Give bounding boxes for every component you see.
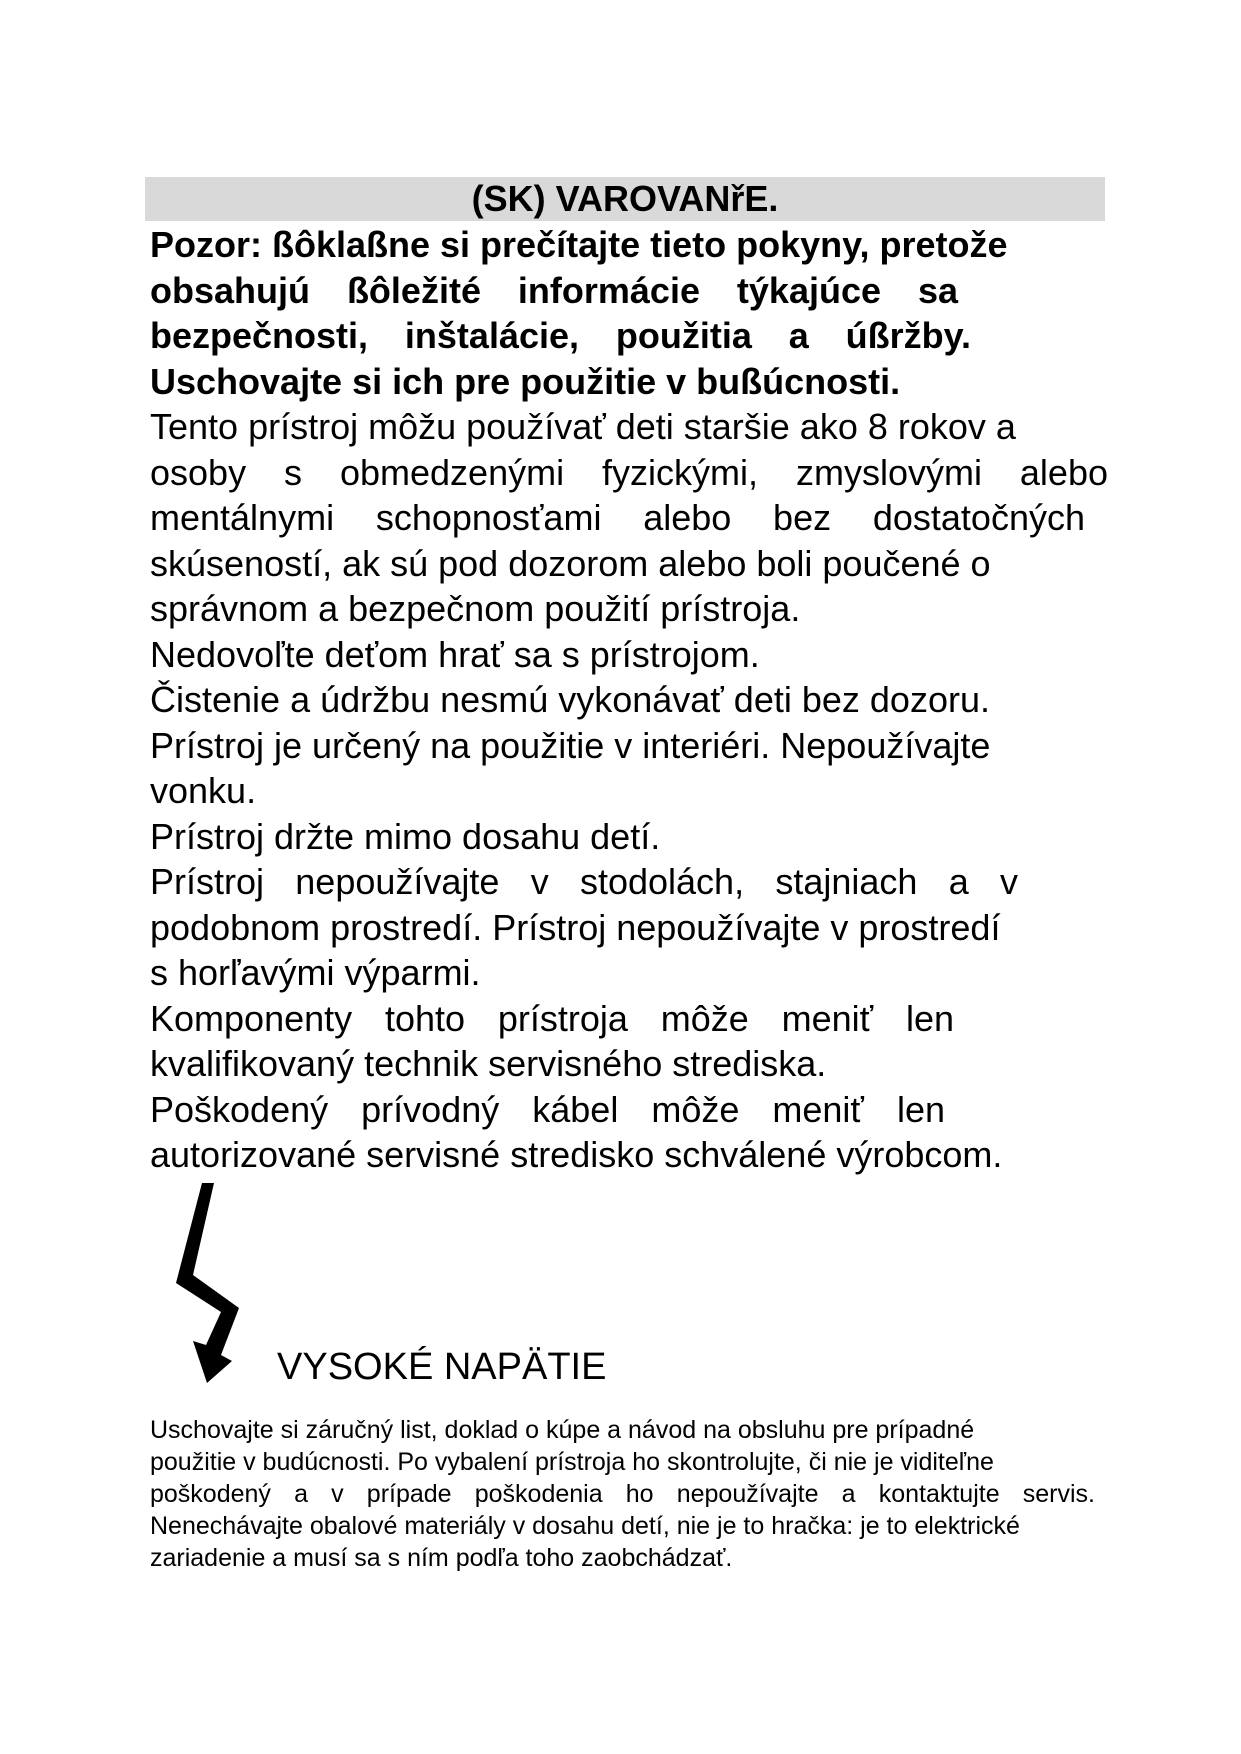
intro-line: bezpečnosti, inštalácie, použitia a úßržby. <box>150 315 971 356</box>
footer-line: poškodený a v prípade poškodenia ho nepoužívajte a kontaktujte servis. <box>150 1480 1095 1508</box>
body-line: Čistenie a údržbu nesmú vykonávať deti bez dozoru. <box>150 679 990 720</box>
footer-line: Uschovajte si záručný list, doklad o kúpe a návod na obsluhu pre prípadné <box>150 1416 975 1444</box>
footer-notice <box>150 1414 1112 1574</box>
body-line: vonku. <box>150 770 257 811</box>
intro-line: Uschovajte si ich pre použitie v bußúcnosti. <box>150 360 901 402</box>
body-line: osoby s obmedzenými fyzickými, zmyslovými alebo <box>150 451 1108 493</box>
body-line: Nedovoľte deťom hrať sa s prístrojom. <box>150 633 760 675</box>
body-line: Poškodený prívodný kábel môže meniť len <box>150 1088 945 1130</box>
body-line: autorizované servisné stredisko schválené výrobcom. <box>150 1134 1003 1175</box>
body-line: Prístroj je určený na použitie v interiéri. Nepoužívajte <box>150 724 991 766</box>
body-line: Prístroj nepoužívajte v stodolách, stajniach a v <box>150 861 1018 902</box>
footer-line: použitie v budúcnosti. Po vybalení prístroja ho skontrolujte, či nie je viditeľne <box>150 1448 994 1476</box>
body-line: Tento prístroj môžu používať deti staršie ako 8 rokov a <box>150 406 1016 447</box>
warning-intro <box>150 222 1110 404</box>
footer-line: zariadenie a musí sa s ním podľa toho zaobchádzať. <box>150 1544 733 1572</box>
warning-body <box>150 404 1110 1178</box>
body-line: s horľavými výparmi. <box>150 952 481 993</box>
body-line: kvalifikovaný technik servisného strediska. <box>150 1043 827 1084</box>
body-line: Komponenty tohto prístroja môže meniť len <box>150 997 954 1039</box>
body-line: podobnom prostredí. Prístroj nepoužívajte v prostredí <box>150 906 1001 948</box>
warning-title: (SK) VAROVANřE. <box>145 177 1105 221</box>
high-voltage-label: VYSOKÉ NAPÄTIE <box>277 1346 607 1388</box>
body-line: správnom a bezpečnom použití prístroja. <box>150 588 801 629</box>
lightning-bolt-icon <box>158 1183 258 1383</box>
intro-line: Pozor: ßôklaßne si prečítajte tieto pokyny, pretože <box>150 224 1008 265</box>
body-line: Prístroj držte mimo dosahu detí. <box>150 815 661 857</box>
body-line: skúseností, ak sú pod dozorom alebo boli poučené o <box>150 542 991 584</box>
intro-line: obsahujú ßôležité informácie týkajúce sa <box>150 269 958 311</box>
footer-line: Nenechávajte obalové materiály v dosahu detí, nie je to hračka: je to elektrické <box>150 1512 1020 1540</box>
body-line: mentálnymi schopnosťami alebo bez dostatočných <box>150 497 1085 538</box>
